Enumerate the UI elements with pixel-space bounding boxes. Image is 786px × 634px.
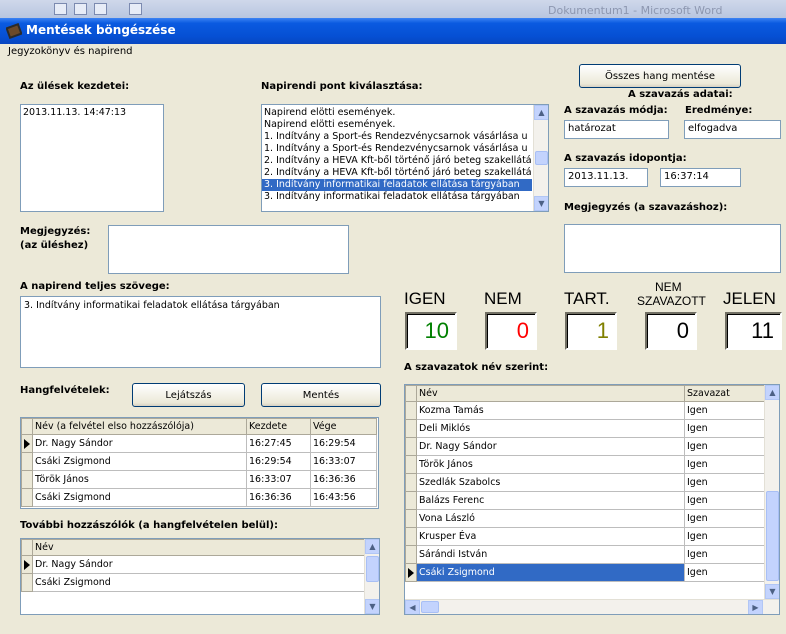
row-indicator — [22, 453, 33, 471]
present-count: 11 — [725, 312, 782, 350]
scroll-up-icon[interactable]: ▲ — [765, 385, 780, 400]
scroll-up-icon[interactable]: ▲ — [365, 539, 380, 554]
recordings-label: Hangfelvételek: — [20, 385, 110, 396]
table-row[interactable] — [406, 438, 766, 456]
current-row-arrow-icon — [24, 560, 30, 570]
agenda-item[interactable]: Napirend elötti események. — [264, 107, 396, 118]
scroll-down-icon[interactable]: ▼ — [534, 196, 549, 211]
abstain-count: 1 — [565, 312, 617, 350]
table-cell: 16:33:07 — [311, 453, 377, 471]
table-cell: Igen — [685, 456, 766, 474]
current-row-arrow-icon — [24, 439, 30, 449]
table-cell: 16:36:36 — [311, 471, 377, 489]
row-indicator — [22, 435, 33, 453]
no-count: 0 — [485, 312, 537, 350]
current-row-arrow-icon — [408, 568, 414, 578]
agenda-list[interactable] — [261, 104, 549, 212]
film-icon — [6, 23, 22, 39]
save-icon — [54, 3, 67, 15]
column-header[interactable]: Név — [33, 540, 365, 556]
speakers-label: További hozzászólók (a hangfelvételen belül): — [20, 520, 278, 531]
scroll-thumb[interactable] — [421, 601, 439, 613]
menu-bar — [0, 44, 786, 62]
table-cell: 16:33:07 — [247, 471, 311, 489]
scroll-down-icon[interactable]: ▼ — [765, 584, 780, 599]
row-indicator — [406, 402, 417, 420]
row-indicator — [406, 438, 417, 456]
speakers-scrollbar[interactable] — [364, 539, 379, 614]
table-row[interactable] — [406, 456, 766, 474]
row-indicator — [22, 471, 33, 489]
vote-note-label: Megjegyzés (a szavazáshoz): — [564, 202, 728, 213]
save-all-audio-button[interactable]: Összes hang mentése — [579, 64, 741, 88]
table-cell: Csáki Zsigmond — [33, 574, 365, 592]
table-cell: Igen — [685, 510, 766, 528]
no-label: NEM — [484, 289, 522, 308]
scroll-thumb[interactable] — [366, 556, 379, 582]
row-indicator — [22, 556, 33, 574]
table-cell: 16:29:54 — [247, 453, 311, 471]
agenda-item[interactable]: 1. Indítvány a Sport-és Rendezvénycsarnok vásárlása u — [264, 143, 528, 154]
row-indicator — [406, 492, 417, 510]
table-cell: 16:27:45 — [247, 435, 311, 453]
table-cell: Igen — [685, 564, 766, 582]
column-header[interactable]: Név (a felvétel elso hozzászólója) — [33, 419, 247, 435]
sessions-label: Az ülések kezdetei: — [20, 81, 130, 92]
table-cell: Kozma Tamás — [417, 402, 685, 420]
table-row[interactable] — [22, 453, 377, 471]
table-row[interactable] — [22, 489, 377, 507]
table-cell: 16:36:36 — [247, 489, 311, 507]
votes-by-name-label: A szavazatok név szerint: — [404, 362, 549, 373]
yes-count: 10 — [405, 312, 457, 350]
scroll-left-icon[interactable]: ◀ — [405, 600, 420, 615]
vote-time-label: A szavazás idopontja: — [564, 153, 687, 164]
session-note-sublabel: (az üléshez) — [20, 240, 89, 251]
sessions-list[interactable] — [20, 104, 164, 212]
votes-scrollbar[interactable] — [764, 385, 779, 599]
vote-result-label: Eredménye: — [685, 105, 753, 116]
recordings-grid[interactable] — [20, 417, 379, 509]
table-cell: Sárándi István — [417, 546, 685, 564]
background-window-title: Dokumentum1 - Microsoft Word — [548, 4, 723, 17]
agenda-item[interactable]: 3. Indítvány informatikai feladatok ellátása tárgyában — [264, 191, 520, 202]
row-indicator — [406, 510, 417, 528]
vote-data-title: A szavazás adatai: — [628, 89, 733, 100]
not-voted-label-line1: NEM — [655, 280, 682, 294]
table-cell: Csáki Zsigmond — [33, 453, 247, 471]
table-cell: Szedlák Szabolcs — [417, 474, 685, 492]
header-indicator — [406, 386, 417, 402]
full-text-field[interactable]: 3. Indítvány informatikai feladatok ellátása tárgyában — [20, 296, 381, 368]
table-cell: Balázs Ferenc — [417, 492, 685, 510]
vote-result-field[interactable]: elfogadva — [684, 120, 781, 139]
table-cell: Igen — [685, 438, 766, 456]
scroll-down-icon[interactable]: ▼ — [365, 599, 380, 614]
abstain-label: TART. — [564, 289, 610, 308]
header-indicator — [22, 419, 33, 435]
table-cell: Igen — [685, 492, 766, 510]
full-text-label: A napirend teljes szövege: — [20, 281, 170, 292]
row-indicator — [22, 489, 33, 507]
speakers-grid[interactable] — [20, 538, 380, 615]
scroll-thumb[interactable] — [535, 151, 548, 165]
present-label: JELEN — [723, 289, 776, 308]
agenda-item[interactable]: 3. Indítvány informatikai feladatok ellátása tárgyában — [262, 179, 532, 191]
scroll-right-icon[interactable]: ▶ — [748, 600, 763, 615]
play-button[interactable]: Lejátszás — [132, 383, 245, 407]
table-row[interactable] — [22, 471, 377, 489]
table-cell: Dr. Nagy Sándor — [417, 438, 685, 456]
table-cell: 16:43:56 — [311, 489, 377, 507]
vote-date-field[interactable]: 2013.11.13. — [564, 168, 648, 187]
column-header[interactable]: Szavazat — [685, 386, 766, 402]
row-indicator — [406, 564, 417, 582]
column-header[interactable]: Vége — [311, 419, 377, 435]
vote-mode-field[interactable]: határozat — [564, 120, 669, 139]
header-indicator — [22, 540, 33, 556]
table-cell: Török János — [417, 456, 685, 474]
table-cell: Csáki Zsigmond — [417, 564, 685, 582]
row-indicator — [406, 546, 417, 564]
redo-icon — [94, 3, 107, 15]
table-cell: Dr. Nagy Sándor — [33, 435, 247, 453]
agenda-item[interactable]: 2. Indítvány a HEVA Kft-ből történő járó beteg szakellátá — [264, 155, 532, 166]
table-cell: Török János — [33, 471, 247, 489]
table-cell: Csáki Zsigmond — [33, 489, 247, 507]
session-item[interactable]: 2013.11.13. 14:47:13 — [23, 107, 127, 118]
document-icon — [129, 3, 142, 15]
undo-icon — [74, 3, 87, 15]
save-button[interactable]: Mentés — [261, 383, 381, 407]
agenda-item[interactable]: 1. Indítvány a Sport-és Rendezvénycsarnok vásárlása u — [264, 131, 528, 142]
row-indicator — [406, 420, 417, 438]
table-cell: Igen — [685, 546, 766, 564]
vote-time-field[interactable]: 16:37:14 — [660, 168, 741, 187]
table-row[interactable] — [406, 474, 766, 492]
scroll-up-icon[interactable]: ▲ — [534, 105, 549, 120]
table-row[interactable] — [22, 574, 365, 592]
session-note-field[interactable] — [108, 225, 349, 274]
row-indicator — [406, 474, 417, 492]
table-cell: Igen — [685, 528, 766, 546]
menu-item-minutes-agenda[interactable]: Jegyzokönyv és napirend — [8, 46, 133, 57]
table-row[interactable] — [22, 435, 377, 453]
window-title: Mentések böngészése — [26, 23, 176, 37]
row-indicator — [22, 574, 33, 592]
not-voted-count: 0 — [645, 312, 697, 350]
table-row[interactable] — [406, 402, 766, 420]
scroll-thumb[interactable] — [766, 491, 779, 581]
column-header[interactable]: Kezdete — [247, 419, 311, 435]
table-row[interactable] — [406, 492, 766, 510]
votes-by-name-grid[interactable] — [404, 384, 780, 615]
table-cell: 16:29:54 — [311, 435, 377, 453]
yes-label: IGEN — [404, 289, 446, 308]
table-cell: Dr. Nagy Sándor — [33, 556, 365, 574]
agenda-scrollbar[interactable] — [533, 105, 548, 211]
table-row[interactable] — [406, 528, 766, 546]
table-cell: Vona László — [417, 510, 685, 528]
table-row[interactable] — [406, 510, 766, 528]
vote-mode-label: A szavazás módja: — [564, 105, 668, 116]
table-cell: Krusper Éva — [417, 528, 685, 546]
row-indicator — [406, 528, 417, 546]
votes-horizontal-scrollbar[interactable] — [405, 599, 779, 614]
table-cell: Igen — [685, 420, 766, 438]
agenda-item[interactable]: Napirend elötti események. — [264, 119, 396, 130]
table-row[interactable] — [406, 546, 766, 564]
agenda-item[interactable]: 2. Indítvány a HEVA Kft-ből történő járó beteg szakellátá — [264, 167, 532, 178]
not-voted-label-line2: SZAVAZOTT — [637, 294, 706, 308]
vote-note-field[interactable] — [564, 224, 781, 273]
table-cell: Deli Miklós — [417, 420, 685, 438]
agenda-label: Napirendi pont kiválasztása: — [261, 81, 423, 92]
column-header[interactable]: Név — [417, 386, 685, 402]
session-note-label: Megjegyzés: — [20, 226, 91, 237]
table-row[interactable] — [406, 564, 766, 582]
table-cell: Igen — [685, 474, 766, 492]
title-bar[interactable] — [0, 18, 786, 44]
row-indicator — [406, 456, 417, 474]
table-row[interactable] — [22, 556, 365, 574]
table-row[interactable] — [406, 420, 766, 438]
background-window-strip — [0, 0, 786, 18]
table-cell: Igen — [685, 402, 766, 420]
